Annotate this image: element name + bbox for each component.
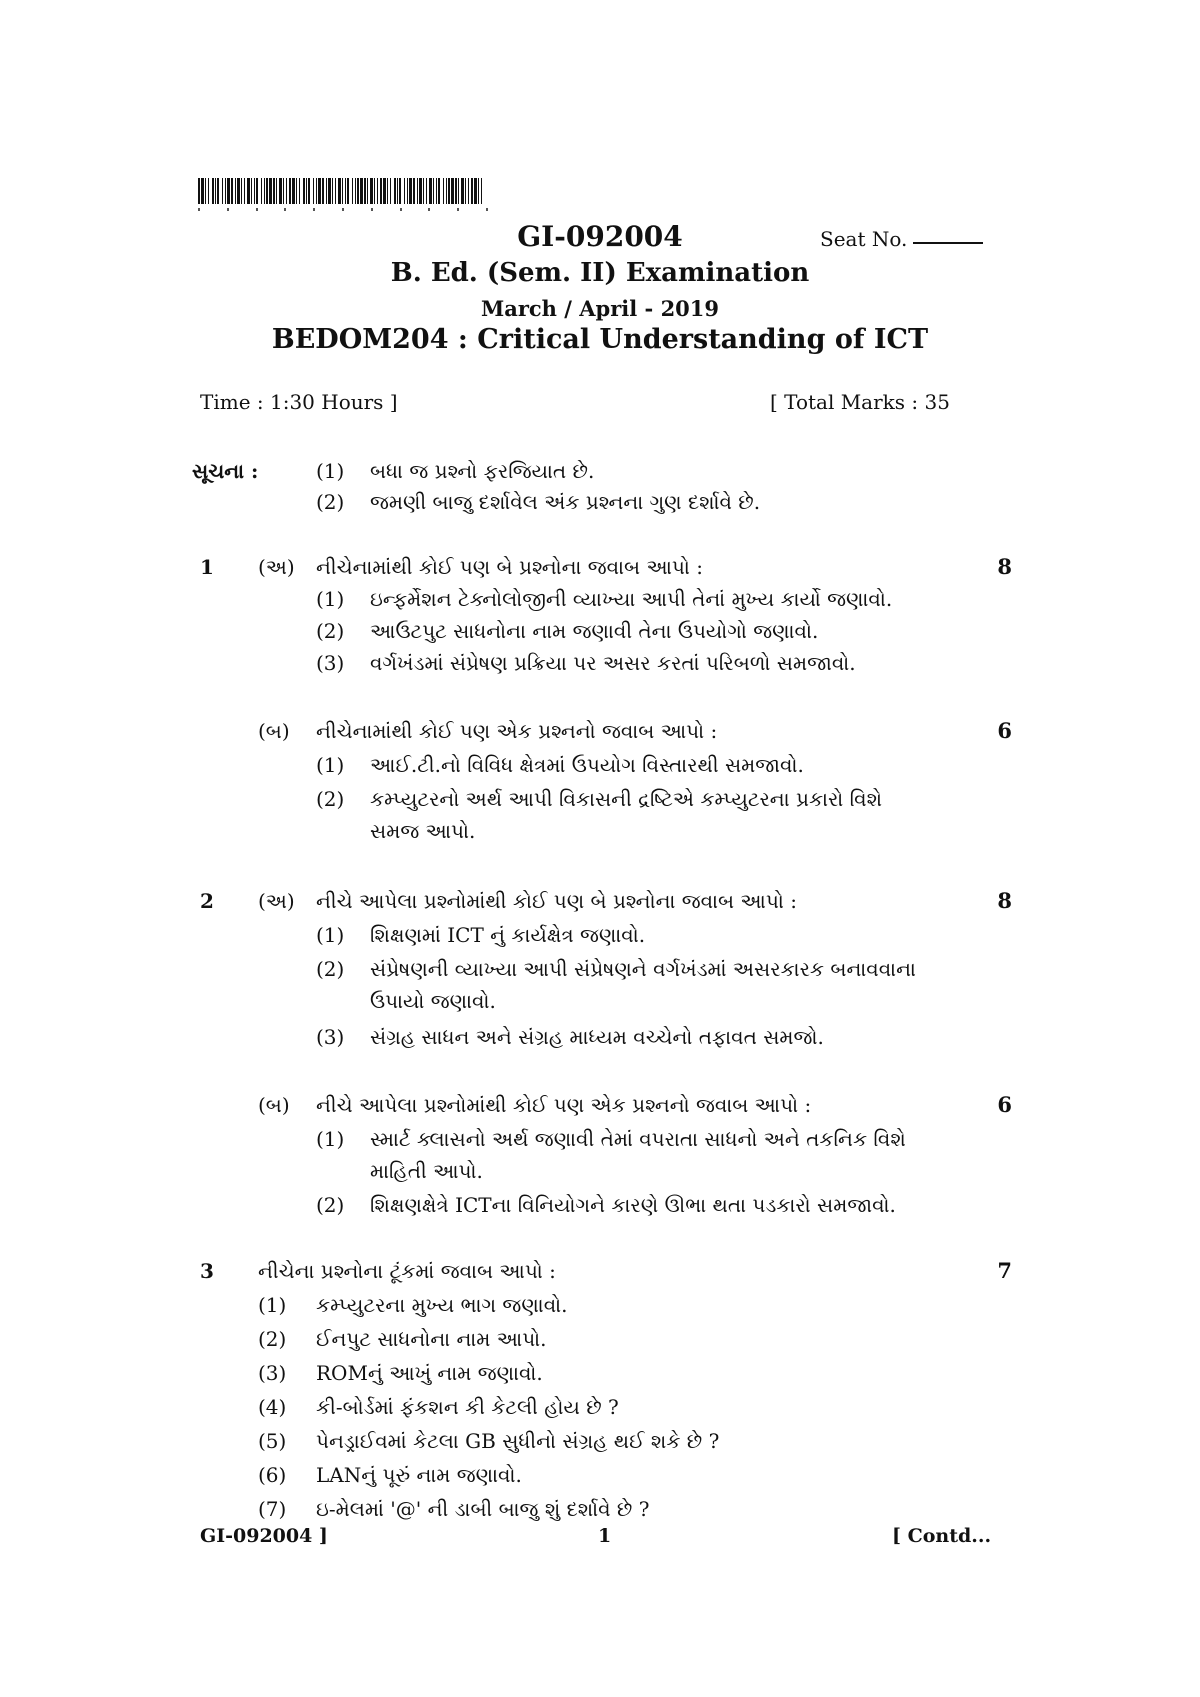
question-part-label: (બ) (258, 1093, 290, 1117)
sub-question-text: સ્માર્ટ ક્લાસનો અર્થ જણાવી તેમાં વપરાતા સાધનો અને તકનિક વિશે (370, 1127, 906, 1151)
question-marks: 8 (997, 554, 1012, 579)
short-question-num: (2) (258, 1327, 287, 1351)
short-question-text: પેનડ્રાઈવમાં કેટલા GB સુધીનો સંગ્રહ થઈ શકે છે ? (316, 1429, 720, 1453)
sub-question-text-continued: ઉપાયો જણાવો. (370, 989, 496, 1013)
total-marks: [ Total Marks : 35 (770, 390, 950, 414)
short-question-num: (7) (258, 1497, 287, 1521)
short-question-text: ઈનપુટ સાધનોના નામ આપો. (316, 1327, 547, 1351)
question-marks: 6 (997, 718, 1012, 743)
sub-question-num: (3) (316, 1025, 345, 1049)
page-number: 1 (598, 1525, 612, 1547)
instruction-num: (2) (316, 490, 345, 514)
question-part-text: નીચે આપેલા પ્રશ્નોમાંથી કોઈ પણ એક પ્રશ્નનો જવાબ આપો : (316, 1093, 812, 1117)
sub-question-text: શિક્ષણમાં ICT નું કાર્યક્ષેત્ર જણાવો. (370, 923, 646, 947)
sub-question-text: કમ્પ્યુટરનો અર્થ આપી વિકાસની દ્રષ્ટિએ કમ્પ્યુટરના પ્રકારો વિશે (370, 787, 883, 811)
question-marks: 7 (997, 1258, 1012, 1283)
short-question-num: (1) (258, 1293, 287, 1317)
sub-question-text: ઇન્ફર્મેશન ટેક્નોલોજીની વ્યાખ્યા આપી તેનાં મુખ્ય કાર્યો જણાવો. (370, 587, 893, 611)
sub-question-text: સંગ્રહ સાધન અને સંગ્રહ માધ્યમ વચ્ચેનો તફાવત સમજો. (370, 1025, 824, 1049)
short-question-text: ઇ-મેલમાં '@' ની ડાબી બાજુ શું દર્શાવે છે ? (316, 1497, 650, 1521)
question-number: 3 (200, 1259, 214, 1283)
sub-question-text: આઈ.ટી.નો વિવિધ ક્ષેત્રમાં ઉપયોગ વિસ્તારથી સમજાવો. (370, 753, 804, 777)
question-number: 2 (200, 889, 214, 913)
sub-question-num: (1) (316, 753, 345, 777)
barcode-bar (482, 178, 485, 204)
short-question-num: (4) (258, 1395, 287, 1419)
instructions-label: સૂચના : (192, 459, 259, 483)
course-title: BEDOM204 : Critical Understanding of ICT (271, 324, 929, 355)
seat-label: Seat No. (820, 227, 908, 251)
seat-number (820, 227, 983, 251)
sub-question-num: (1) (316, 587, 345, 611)
barcode-digits (198, 208, 488, 214)
sub-question-text: સંપ્રેષણની વ્યાખ્યા આપી સંપ્રેષણને વર્ગખંડમાં અસરકારક બનાવવાના (370, 957, 916, 981)
sub-question-num: (2) (316, 1193, 345, 1217)
short-question-text: LANનું પૂરું નામ જણાવો. (316, 1463, 522, 1487)
short-question-text: કી-બોર્ડમાં ફંકશન કી કેટલી હોય છે ? (316, 1395, 619, 1419)
sub-question-num: (2) (316, 619, 345, 643)
question-part-label: (અ) (258, 555, 295, 579)
question-part-text: નીચેનામાંથી કોઈ પણ એક પ્રશ્નનો જવાબ આપો : (316, 719, 718, 743)
question-number: 1 (200, 555, 214, 579)
time-allowed: Time : 1:30 Hours ] (200, 390, 398, 414)
sub-question-num: (1) (316, 1127, 345, 1151)
instruction-num: (1) (316, 459, 345, 483)
sub-question-num: (3) (316, 651, 345, 675)
exam-session: March / April - 2019 (480, 296, 720, 321)
exam-title: B. Ed. (Sem. II) Examination (390, 258, 810, 288)
question-marks: 8 (997, 888, 1012, 913)
instruction-text: જમણી બાજુ દર્શાવેલ અંક પ્રશ્નના ગુણ દર્શાવે છે. (370, 490, 761, 514)
short-question-text: ROMનું આખું નામ જણાવો. (316, 1361, 543, 1385)
question-part-label: (અ) (258, 889, 295, 913)
short-question-text: કમ્પ્યુટરના મુખ્ય ભાગ જણાવો. (316, 1293, 568, 1317)
sub-question-text: આઉટપુટ સાધનોના નામ જણાવી તેના ઉપયોગો જણાવો. (370, 619, 819, 643)
continued-note: [ Contd... (892, 1525, 992, 1547)
question-part-text: નીચે આપેલા પ્રશ્નોમાંથી કોઈ પણ બે પ્રશ્નોના જવાબ આપો : (316, 889, 797, 913)
sub-question-num: (2) (316, 957, 345, 981)
sub-question-text-continued: માહિતી આપો. (370, 1159, 483, 1183)
barcode (198, 178, 488, 204)
sub-question-text-continued: સમજ આપો. (370, 819, 476, 843)
footer-paper-code: GI-092004 ] (200, 1525, 328, 1547)
question-text: નીચેના પ્રશ્નોના ટૂંકમાં જવાબ આપો : (258, 1259, 556, 1283)
paper-code: GI-092004 (517, 220, 683, 253)
question-part-label: (બ) (258, 719, 290, 743)
question-marks: 6 (997, 1092, 1012, 1117)
instruction-text: બધા જ પ્રશ્નો ફરજિયાત છે. (370, 459, 595, 483)
sub-question-text: શિક્ષણક્ષેત્રે ICTના વિનિયોગને કારણે ઊભા થતા પડકારો સમજાવો. (370, 1193, 896, 1217)
sub-question-num: (1) (316, 923, 345, 947)
short-question-num: (5) (258, 1429, 287, 1453)
seat-number-blank (913, 242, 983, 244)
short-question-num: (6) (258, 1463, 287, 1487)
sub-question-text: વર્ગખંડમાં સંપ્રેષણ પ્રક્રિયા પર અસર કરતાં પરિબળો સમજાવો. (370, 651, 856, 675)
sub-question-num: (2) (316, 787, 345, 811)
short-question-num: (3) (258, 1361, 287, 1385)
question-part-text: નીચેનામાંથી કોઈ પણ બે પ્રશ્નોના જવાબ આપો : (316, 555, 703, 579)
